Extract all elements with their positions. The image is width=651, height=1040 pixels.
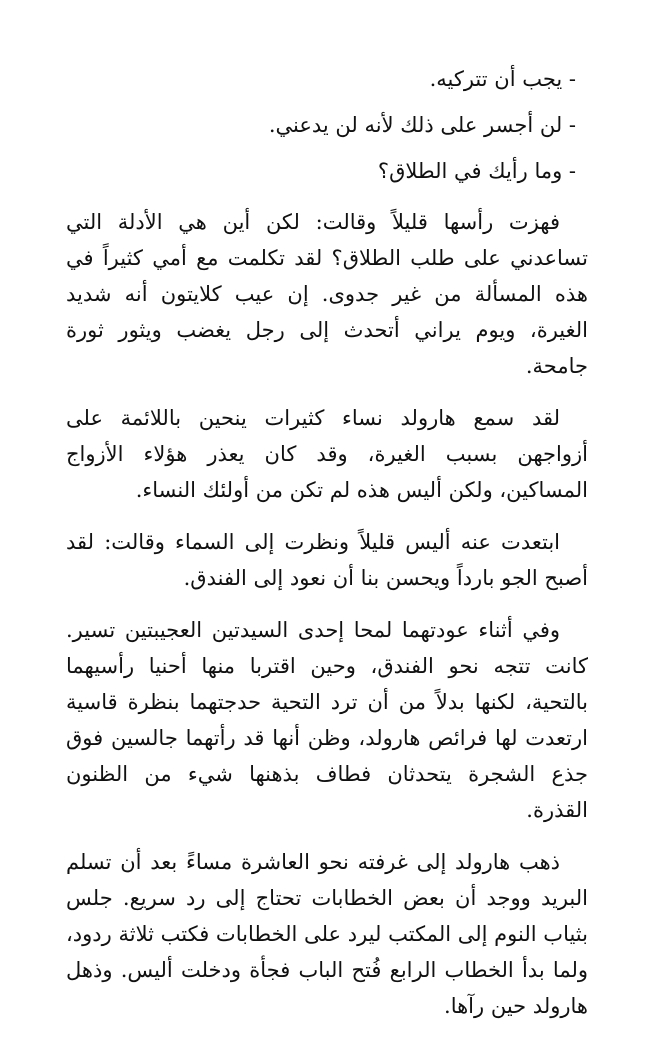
paragraph: لقد سمع هارولد نساء كثيرات ينحين باللائمة على أزواجهن بسبب الغيرة، وقد كان يعذر هؤلاء الأزواج المساكين، ولكن أليس هذه لم تكن من أولئك النساء. <box>66 406 588 502</box>
dialogue-line: - يجب أن تتركيه. <box>429 67 576 91</box>
paragraph: ذهب هارولد إلى غرفته نحو العاشرة مساءً بعد أن تسلم البريد ووجد أن بعض الخطابات تحتاج إلى رد سريع. جلس بثياب النوم إلى المكتب ليرد على الخطابات فكتب ثلاثة ردود، ولما بدأ الخطاب الرابع فُتح الباب فجأة ودخلت أليس. وذهل هارولد حين رآها. <box>66 850 588 1018</box>
paragraph: فهزت رأسها قليلاً وقالت: لكن أين هي الأدلة التي تساعدني على طلب الطلاق؟ لقد تكلمت مع أمي كثيراً في هذه المسألة من غير جدوى. إن عيب كلايتون أنه شديد الغيرة، ويوم يراني أتحدث إلى رجل يغضب ويثور ثورة جامحة. <box>66 210 588 378</box>
paragraph: ابتعدت عنه أليس قليلاً ونظرت إلى السماء وقالت: لقد أصبح الجو بارداً ويحسن بنا أن نعود إلى الفندق. <box>66 530 588 590</box>
paragraph: وفي أثناء عودتهما لمحا إحدى السيدتين العجيبتين تسير. كانت تتجه نحو الفندق، وحين اقتربا منها أحنيا رأسيهما بالتحية، لكنها بدلاً من أن ترد التحية حدجتهما بنظرة قاسية ارتعدت لها فرائص هارولد، وظن أنها قد رأتهما جالسين فوق جذع الشجرة يتحدثان فطاف بذهنها شيء من الظنون القذرة. <box>66 618 588 822</box>
spacer <box>66 194 588 204</box>
book-page <box>66 56 588 1040</box>
dialogue-line: - وما رأيك في الطلاق؟ <box>377 159 576 183</box>
dialogue-line: - لن أجسر على ذلك لأنه لن يدعني. <box>268 113 576 137</box>
